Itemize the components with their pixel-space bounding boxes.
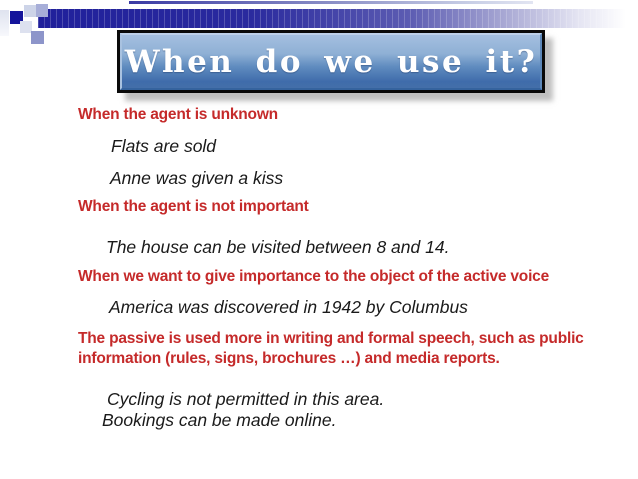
deco-square-pale-top xyxy=(24,5,36,17)
example-cycling-not-permitted: Cycling is not permitted in this area. xyxy=(107,389,385,409)
example-anne-given-kiss: Anne was given a kiss xyxy=(110,168,284,188)
slide-title-plaque-face xyxy=(120,33,542,90)
slide-title: When do we use it? xyxy=(124,43,538,80)
example-bookings-online: Bookings can be made online. xyxy=(102,410,337,430)
header-accent-bar xyxy=(38,9,638,28)
deco-square-lavender-bottom xyxy=(31,31,44,44)
top-accent-line xyxy=(129,1,533,4)
example-flats-are-sold: Flats are sold xyxy=(111,136,217,156)
heading-passive-writing-formal: The passive is used more in writing and formal speech, such as public information (rules, signs, brochures …) and media reports. xyxy=(78,330,584,367)
left-accent-band xyxy=(0,10,9,36)
heading-agent-unknown: When the agent is unknown xyxy=(78,106,278,123)
example-house-visited: The house can be visited between 8 and 14. xyxy=(106,237,450,257)
heading-agent-not-important: When the agent is not important xyxy=(78,198,309,215)
heading-importance-object: When we want to give importance to the object of the active voice xyxy=(78,268,550,285)
example-america-discovered: America was discovered in 1942 by Columbus xyxy=(109,297,468,317)
slide-title-plaque xyxy=(117,30,545,93)
deco-square-lavender-top xyxy=(36,4,48,17)
